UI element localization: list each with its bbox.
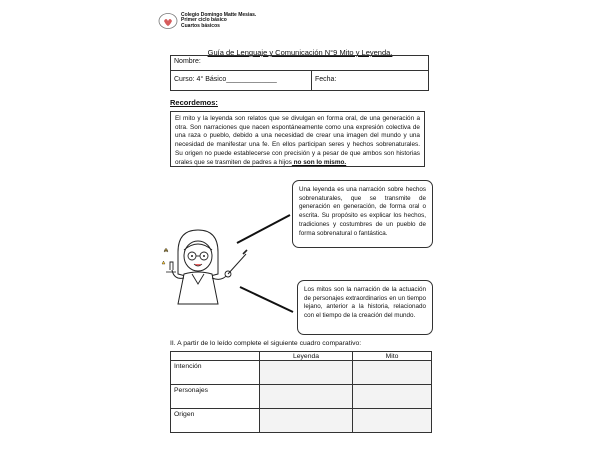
legend-cell[interactable] (260, 409, 353, 433)
school-line: Primer ciclo básico (181, 17, 227, 24)
date-field[interactable]: Fecha: (312, 71, 429, 91)
legend-cell[interactable] (260, 361, 353, 385)
myth-definition-bubble: Los mitos son la narración de la actuación de personajes extraordinarios en un tiempo lejano, anterior a la historia, relacionado con el tiempo de la creación del mundo. (297, 280, 433, 335)
column-header (171, 352, 260, 361)
definition-box (170, 111, 425, 167)
guide-title: Guía de Lenguaje y Comunicación N°9 Mito y Leyenda. (207, 48, 393, 57)
row-label: Personajes (171, 385, 260, 409)
school-line: Colegio Domingo Matte Mesias. (181, 12, 257, 18)
table-row (171, 361, 432, 385)
definition-text: El mito y la leyenda son relatos que se divulgan en forma oral, de una generación a otra. Son narraciones que nacen espontáneamente como una expresión colectiva de una raza o pueblo, debido a una necesidad de crear una imagen del mundo y una necesidad de manifestar una fe. En ellos participan seres y hechos sobrenaturales. Su origen no puede establecerse con precisión y a pesar de que ambos son historias orales que se trasmiten de padres a hijos (175, 115, 420, 166)
comparison-table (170, 351, 432, 433)
row-label: Intención (171, 361, 260, 385)
instruction-text: II. A partir de lo leído complete el siguiente cuadro comparativo: (170, 340, 362, 347)
school-name (181, 13, 256, 29)
school-line: Cuartos básicos (181, 22, 220, 29)
myth-cell[interactable] (353, 361, 432, 385)
column-header: Leyenda (260, 352, 353, 361)
legend-cell[interactable] (260, 385, 353, 409)
table-row (171, 409, 432, 433)
course-field[interactable]: Curso: 4° Básico_____________ (171, 71, 312, 91)
teacher-illustration (158, 222, 248, 307)
myth-cell[interactable] (353, 409, 432, 433)
student-info-table (170, 55, 429, 91)
name-field[interactable]: Nombre: (171, 56, 429, 71)
legend-definition-bubble: Una leyenda es una narración sobre hechos sobrenaturales, que se transmite de generación en generación, de forma oral o escrita. Su propósito es explicar los hechos, tradiciones y costumbres de un pueblo de forma sobrenatural o fantástica. (292, 180, 433, 248)
column-header: Mito (353, 352, 432, 361)
table-row (171, 385, 432, 409)
recordemos-heading: Recordemos: (170, 98, 218, 107)
row-label: Origen (171, 409, 260, 433)
myth-cell[interactable] (353, 385, 432, 409)
definition-emphasis: no son lo mismo. (291, 158, 347, 166)
school-logo (158, 12, 178, 30)
